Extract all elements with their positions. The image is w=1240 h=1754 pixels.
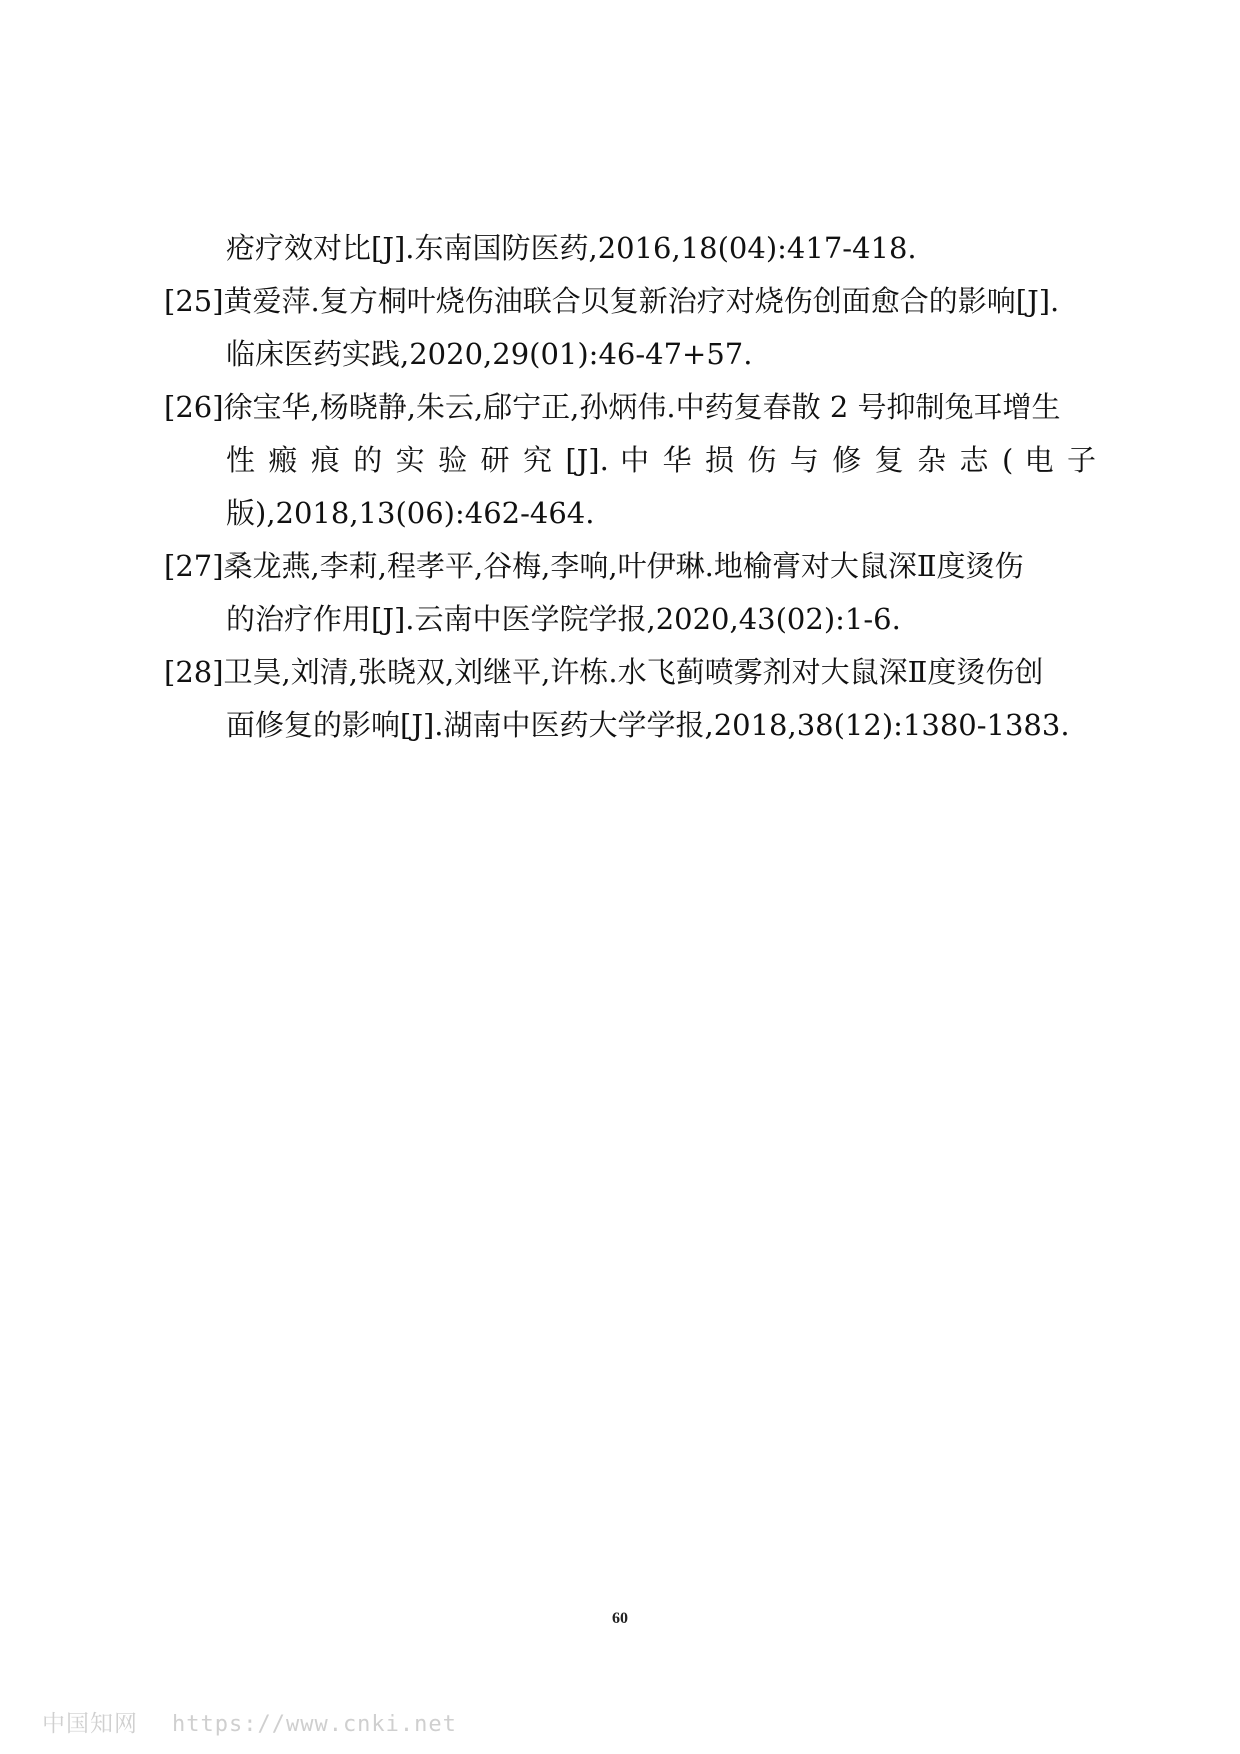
reference-line: [26]徐宝华,杨晓静,朱云,郈宁正,孙炳伟.中药复春散 2 号抑制兔耳增生 [164, 390, 1061, 424]
page-number: 60 [612, 1610, 628, 1627]
watermark-site-name: 中国知网 [42, 1711, 138, 1737]
reference-list [164, 222, 1096, 752]
watermark-url: https://www.cnki.net [172, 1712, 457, 1737]
reference-line: 临床医药实践,2020,29(01):46-47+57. [226, 337, 753, 371]
reference-line: 面修复的影响[J].湖南中医药大学学报,2018,38(12):1380-1383. [226, 708, 1070, 742]
reference-line: 版),2018,13(06):462-464. [226, 496, 595, 530]
reference-line: 性 瘢 痕 的 实 验 研 究 [J]. 中 华 损 伤 与 修 复 杂 志 ( 电 子 [226, 443, 1096, 477]
reference-line: 的治疗作用[J].云南中医学院学报,2020,43(02):1-6. [226, 602, 901, 636]
reference-line: [25]黄爱萍.复方桐叶烧伤油联合贝复新治疗对烧伤创面愈合的影响[J]. [164, 284, 1060, 318]
reference-item-25 [164, 275, 1096, 381]
reference-continued-line: 疮疗效对比[J].东南国防医药,2016,18(04):417-418. [226, 231, 917, 265]
reference-line: [27]桑龙燕,李莉,程孝平,谷梅,李响,叶伊琳.地榆膏对大鼠深Ⅱ度烫伤 [164, 549, 1024, 583]
reference-line: [28]卫昊,刘清,张晓双,刘继平,许栋.水飞蓟喷雾剂对大鼠深Ⅱ度烫伤创 [164, 655, 1044, 689]
reference-item-27 [164, 540, 1096, 646]
reference-item-26 [164, 381, 1096, 540]
reference-item-28 [164, 646, 1096, 752]
cnki-watermark [42, 1705, 457, 1738]
